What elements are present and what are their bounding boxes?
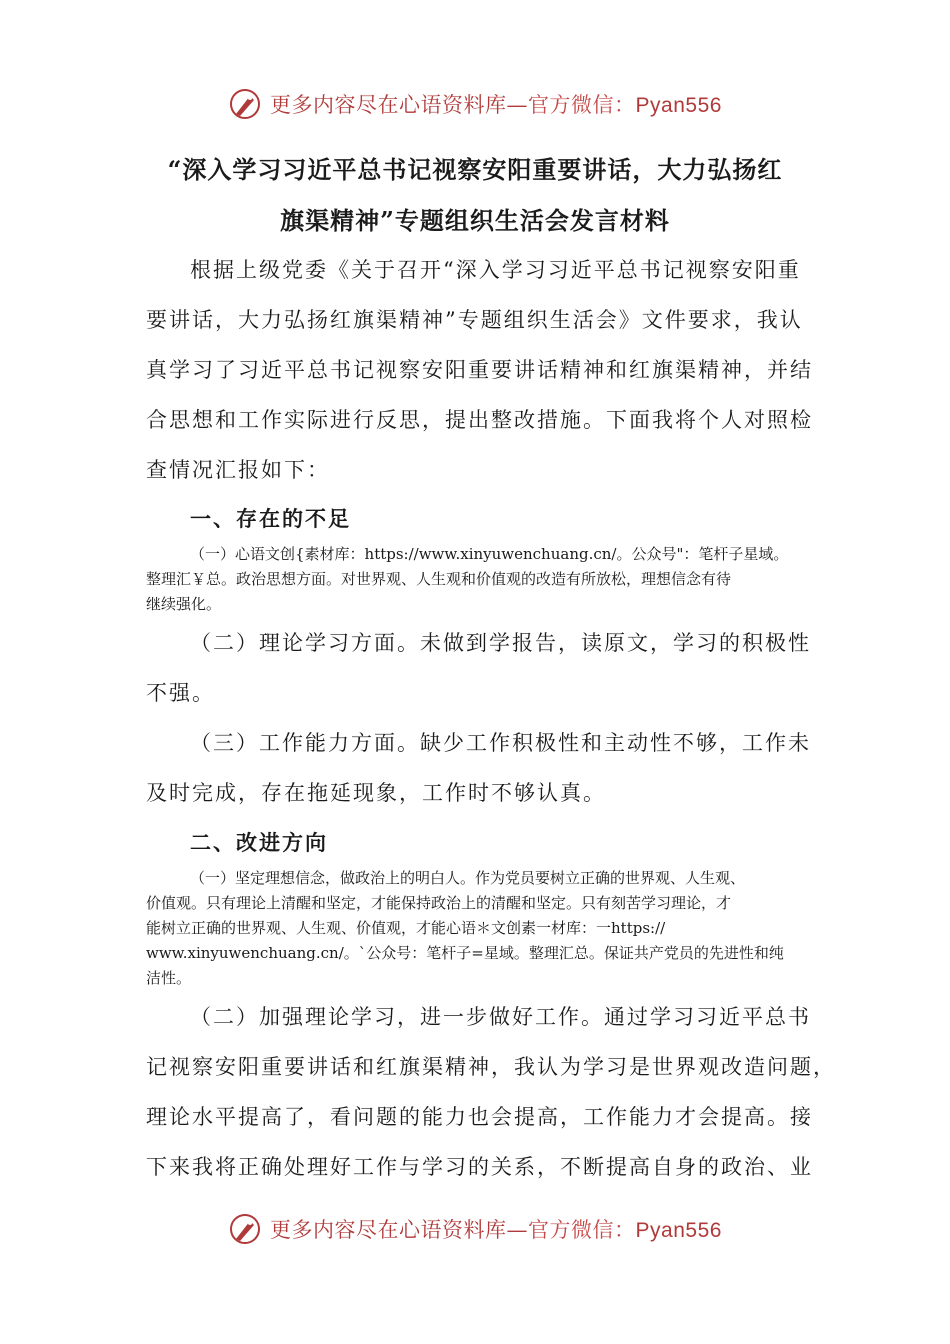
intro-line: 合思想和工作实际进行反思，提出整改措施。下面我将个人对照检 <box>146 408 813 432</box>
section2-item2-line: 下来我将正确处理好工作与学习的关系，不断提高自身的政治、业 <box>146 1155 813 1179</box>
section1-item3-line: 及时完成，存在拖延现象，工作时不够认真。 <box>146 781 606 805</box>
section1-item1-line: （一）心语文创{素材库：https://www.xinyuwenchuang.cn/。公众号"：笔杆子星域。 <box>190 545 789 563</box>
section2-item1-line: （一）坚定理想信念，做政治上的明白人。作为党员要树立正确的世界观、人生观、 <box>190 869 746 887</box>
banner-text: 更多内容尽在心语资料库—官方微信：Pyan556 <box>270 1218 722 1242</box>
intro-line: 查情况汇报如下： <box>146 458 330 482</box>
footer-banner <box>0 1207 950 1251</box>
section2-item1-line: www.xinyuwenchuang.cn/。`公众号：笔杆子=星域。整理汇总。保证共产党员的先进性和纯 <box>146 944 784 962</box>
document-title-line-1: “深入学习习近平总书记视察安阳重要讲话，大力弘扬红 <box>167 155 783 184</box>
section2-item1-line: 价值观。只有理论上清醒和坚定，才能保持政治上的清醒和坚定。只有刻苦学习理论，才 <box>146 894 732 912</box>
intro-line: 根据上级党委《关于召开“深入学习习近平总书记视察安阳重 <box>190 258 801 282</box>
header-banner <box>0 82 950 126</box>
section2-item1-line: 洁性。 <box>146 969 192 987</box>
pen-nib-logo-icon <box>228 1212 262 1246</box>
section-heading-shortcomings: 一、存在的不足 <box>190 506 351 531</box>
document-title-line-2: 旗渠精神”专题组织生活会发言材料 <box>280 206 670 235</box>
section1-item1-line: 继续强化。 <box>146 595 222 613</box>
section2-item2-line: 记视察安阳重要讲话和红旗渠精神，我认为学习是世界观改造问题， <box>146 1055 836 1079</box>
banner-text: 更多内容尽在心语资料库—官方微信：Pyan556 <box>270 93 722 117</box>
intro-line: 真学习了习近平总书记视察安阳重要讲话精神和红旗渠精神，并结 <box>146 358 813 382</box>
section2-item1-line: 能树立正确的世界观、人生观、价值观，才能心语＊文创素一材库：一https:// <box>146 919 666 937</box>
section2-item2-line: （二）加强理论学习，进一步做好工作。通过学习习近平总书 <box>190 1005 811 1029</box>
section1-item1-line: 整理汇￥总。政治思想方面。对世界观、人生观和价值观的改造有所放松，理想信念有待 <box>146 570 732 588</box>
section1-item3-line: （三）工作能力方面。缺少工作积极性和主动性不够，工作未 <box>190 731 811 755</box>
intro-line: 要讲话，大力弘扬红旗渠精神”专题组织生活会》文件要求，我认 <box>146 308 803 332</box>
section1-item2-line: 不强。 <box>146 681 215 705</box>
section2-item2-line: 理论水平提高了，看问题的能力也会提高，工作能力才会提高。接 <box>146 1105 813 1129</box>
pen-nib-logo-icon <box>228 87 262 121</box>
section1-item2-line: （二）理论学习方面。未做到学报告，读原文，学习的积极性 <box>190 631 811 655</box>
section-heading-improvements: 二、改进方向 <box>190 830 328 855</box>
